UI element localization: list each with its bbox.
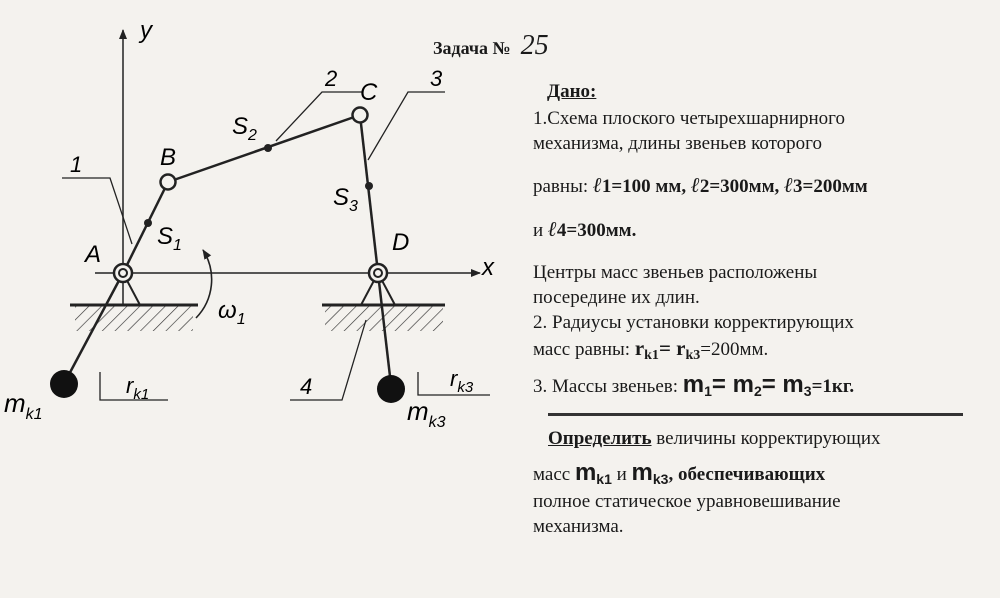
mass-mk3 — [377, 375, 405, 403]
label-b: B — [160, 144, 177, 171]
given-centers-line2: посередине их длин. — [533, 286, 700, 308]
task-number: 25 — [520, 30, 549, 61]
label-link-2: 2 — [325, 66, 338, 91]
label-mk3: $m_{k3}$ — [407, 396, 446, 431]
task-title: Задача № — [433, 38, 511, 58]
y-label: y — [140, 17, 152, 44]
joint-d — [369, 264, 387, 282]
given-centers-line1: Центры масс звеньев расположены — [533, 261, 818, 283]
problem-text — [433, 28, 993, 539]
leader-2 — [276, 92, 362, 141]
given-item2-line2: масс равны: $r_{k1}= r_{k3}=200мм$. — [533, 335, 769, 363]
leader-3 — [368, 92, 445, 160]
label-s1: $S_1$ — [157, 223, 182, 254]
link-2 — [168, 115, 360, 182]
given-l4: и ℓ4=300мм. — [533, 216, 637, 241]
find-line1: Определить величины корректирующих — [548, 428, 881, 449]
section-divider — [548, 413, 963, 416]
label-link-1: 1 — [70, 152, 83, 177]
label-c: C — [360, 79, 378, 106]
ground-hatch-a — [75, 305, 193, 331]
label-link-4: 4 — [300, 374, 313, 399]
joint-a — [114, 264, 132, 282]
label-rk1: $r_{k1}$ — [126, 373, 150, 403]
given-item2-line1: 2. Радиусы установки корректирующих — [533, 311, 854, 333]
label-mk1: $m_{k1}$ — [4, 388, 43, 423]
label-omega: $\omega_1$ — [218, 297, 246, 328]
given-item3: 3. Массы звеньев: $m_1= m_2= m_3=1кг$. — [533, 371, 855, 400]
label-link-3: 3 — [430, 66, 443, 91]
find-line2: масс $m_{k1}$ и $m_{k3}$, обеспечивающих — [533, 459, 826, 488]
link-3 — [360, 115, 378, 273]
given-item1-line2: механизма, длины звеньев которого — [533, 133, 822, 155]
x-label: x — [482, 254, 494, 281]
leader-1 — [62, 178, 132, 244]
given-lengths: равны: ℓ1=100 мм, ℓ2=300мм, ℓ3=200мм — [533, 173, 868, 198]
omega-arc — [196, 250, 212, 318]
s1-point — [144, 219, 152, 227]
mass-mk1 — [50, 370, 78, 398]
joint-c — [353, 108, 368, 123]
given-heading: Дано: — [547, 80, 597, 102]
find-line4: механизма. — [533, 515, 624, 537]
task-header — [433, 28, 993, 65]
find-line3: полное статическое уравновешивание — [533, 490, 841, 512]
label-d: D — [392, 229, 410, 256]
s3-point — [365, 182, 373, 190]
label-s3: $S_3$ — [333, 184, 358, 215]
label-s2: $S_2$ — [232, 113, 257, 144]
label-rk3: $r_{k3}$ — [450, 366, 474, 396]
given-item1-line1: 1.Схема плоского четырехшарнирного — [533, 108, 845, 130]
joint-b — [161, 175, 176, 190]
label-a: A — [85, 241, 102, 268]
s2-point — [264, 144, 272, 152]
